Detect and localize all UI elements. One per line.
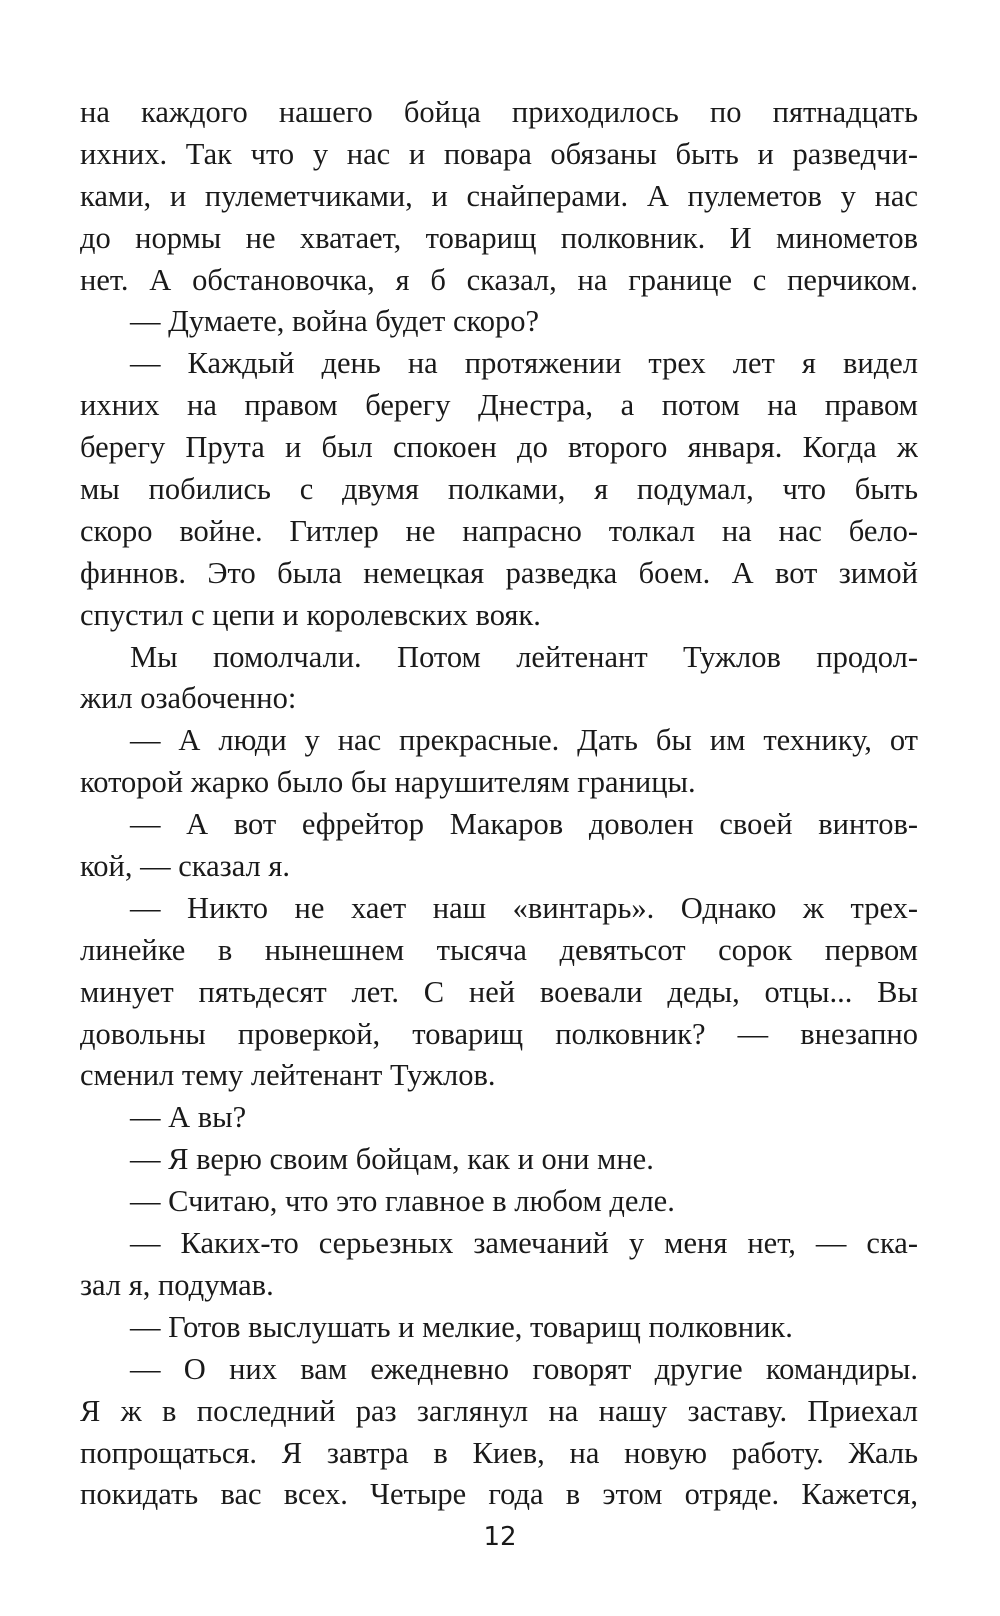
text-line: попрощаться. Я завтра в Киев, на новую работу. Жаль <box>80 1435 918 1470</box>
text-line: — А вот ефрейтор Макаров доволен своей винтов- <box>130 807 918 842</box>
text-line: нет. А обстановочка, я б сказал, на границе с перчиком. <box>80 262 918 297</box>
text-line: спустил с цепи и королевских вояк. <box>80 597 541 632</box>
text-line: берегу Прута и был спокоен до второго января. Когда ж <box>80 430 918 465</box>
text-line: — А люди у нас прекрасные. Дать бы им технику, от <box>130 723 918 758</box>
text-line: минует пятьдесят лет. С ней воевали деды, отцы... Вы <box>80 974 918 1009</box>
text-line: скоро войне. Гитлер не напрасно толкал на нас бело- <box>80 513 918 548</box>
text-line: на каждого нашего бойца приходилось по пятнадцать <box>80 95 918 129</box>
text-line: — Я верю своим бойцам, как и они мне. <box>130 1142 654 1177</box>
text-line: Я ж в последний раз заглянул на нашу заставу. Приехал <box>80 1393 918 1428</box>
text-line: — О них вам ежедневно говорят другие командиры. <box>130 1351 918 1386</box>
text-line: Мы помолчали. Потом лейтенант Тужлов продол- <box>130 639 918 674</box>
text-line: довольны проверкой, товарищ полковник? — внезапно <box>80 1016 918 1051</box>
text-line: линейке в нынешнем тысяча девятьсот сорок первом <box>80 932 918 967</box>
text-line: ихних. Так что у нас и повара обязаны быть и разведчи- <box>80 136 918 171</box>
text-line: — Считаю, что это главное в любом деле. <box>130 1184 675 1219</box>
text-line: ихних на правом берегу Днестра, а потом на правом <box>80 388 918 423</box>
text-line: — Никто не хает наш «винтарь». Однако ж трех- <box>130 890 918 925</box>
text-line: — Готов выслушать и мелкие, товарищ полковник. <box>130 1309 793 1344</box>
text-line: до нормы не хватает, товарищ полковник. И минометов <box>80 220 918 255</box>
page-number: 12 <box>483 1522 517 1552</box>
text-line: покидать вас всех. Четыре года в этом отряде. Кажется, <box>80 1477 918 1512</box>
text-line: — А вы? <box>130 1100 247 1135</box>
page-text <box>80 92 918 1516</box>
text-line: — Каждый день на протяжении трех лет я видел <box>130 346 918 381</box>
text-line: сменил тему лейтенант Тужлов. <box>80 1058 496 1093</box>
text-line: жил озабоченно: <box>80 681 297 716</box>
text-line: которой жарко было бы нарушителям границы. <box>80 765 696 800</box>
text-line: — Думаете, война будет скоро? <box>130 304 540 339</box>
text-line: ками, и пулеметчиками, и снайперами. А пулеметов у нас <box>80 178 918 213</box>
text-line: кой, — сказал я. <box>80 849 291 884</box>
text-line: финнов. Это была немецкая разведка боем. А вот зимой <box>80 555 918 590</box>
text-line: — Каких-то серьезных замечаний у меня нет, — ска- <box>130 1226 918 1261</box>
text-line: зал я, подумав. <box>80 1267 274 1302</box>
text-line: мы побились с двумя полками, я подумал, что быть <box>80 472 918 507</box>
